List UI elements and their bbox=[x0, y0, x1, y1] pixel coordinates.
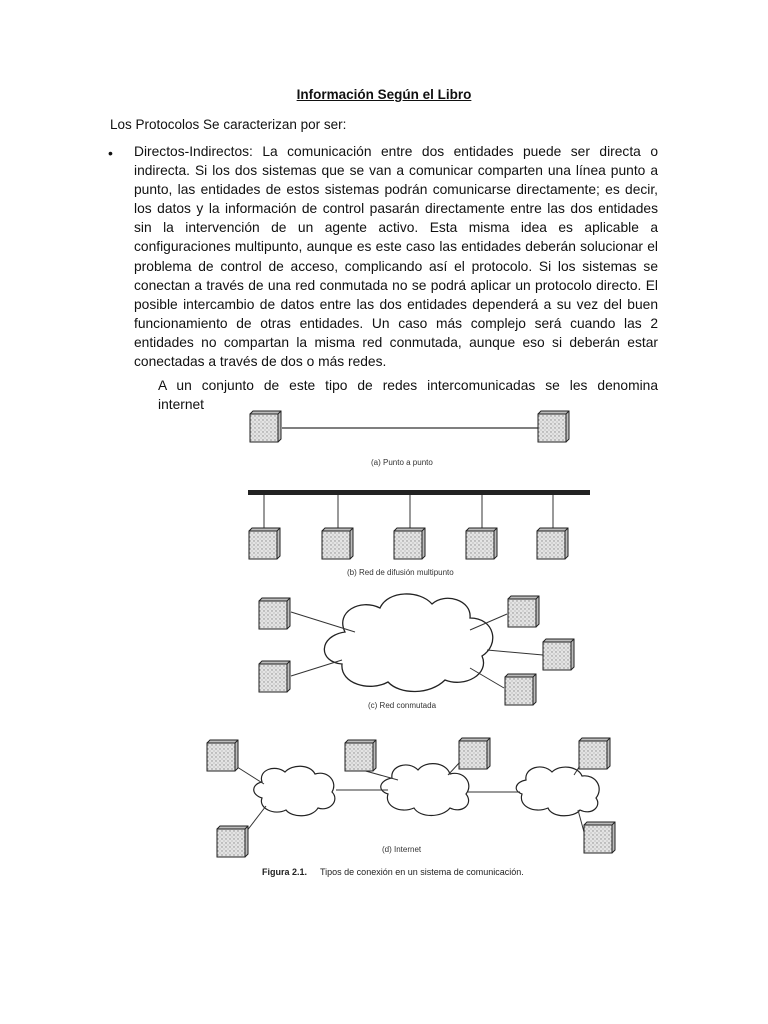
diagram-point-to-point bbox=[250, 411, 569, 467]
bullet-marker: • bbox=[108, 145, 113, 161]
figure-title: Tipos de conexión en un sistema de comunicación. bbox=[320, 867, 524, 877]
figure-label: Figura 2.1. bbox=[262, 867, 308, 877]
caption-b: (b) Red de difusión multipunto bbox=[347, 568, 454, 577]
station-node bbox=[207, 740, 238, 771]
station-node bbox=[322, 528, 353, 559]
internet-paragraph: A un conjunto de este tipo de redes intercomunicadas se les denomina bbox=[158, 378, 658, 393]
station-node bbox=[250, 411, 281, 442]
caption-c: (c) Red conmutada bbox=[368, 701, 437, 710]
caption-d: (d) Internet bbox=[382, 845, 422, 854]
station-node bbox=[345, 740, 376, 771]
cloud-icon bbox=[324, 594, 492, 692]
caption-a: (a) Punto a punto bbox=[371, 458, 433, 467]
diagram-internet bbox=[207, 738, 615, 857]
station-node bbox=[508, 596, 539, 627]
station-node bbox=[249, 528, 280, 559]
cloud-icon bbox=[254, 766, 335, 816]
diagram-switched-network bbox=[259, 594, 574, 710]
station-node bbox=[217, 826, 248, 857]
cloud-icon bbox=[381, 764, 469, 816]
station-node bbox=[584, 822, 615, 853]
station-node bbox=[538, 411, 569, 442]
bullet-paragraph: Directos-Indirectos: La comunicación entre dos entidades puede ser directa o indirecta. Si los dos sistemas que se van a comunicar comparten una línea punto a punto, las entidades de estos sistemas podrán comunicarse directamente; es decir, los datos y la información de control pasarán directamente entre las dos entidades sin la intervención de un agente activo. Esta misma idea es aplicable a configuraciones multipunto, aunque es este caso las entidades deberán solucionar el problema de control de acceso, complicando así el protocolo. Si los sistemas se conectan a través de una red conmutada no se podrá aplicar un protocolo directo. El posible intercambio de datos entre las dos entidades dependerá a su vez del buen funcionamiento de otras entidades. Un caso más complejo será cuando las 2 entidades no compartan la misma red conmutada, aunque eso si deberán estar conectadas a través de dos o más redes. bbox=[134, 144, 658, 370]
station-node bbox=[466, 528, 497, 559]
station-node bbox=[505, 674, 536, 705]
station-node bbox=[579, 738, 610, 769]
cloud-icon bbox=[516, 767, 599, 816]
internet-paragraph-end: internet bbox=[158, 397, 205, 409]
diagram-multipoint bbox=[248, 490, 590, 577]
station-node bbox=[394, 528, 425, 559]
intro-text: Los Protocolos Se caracterizan por ser: bbox=[110, 117, 347, 132]
station-node bbox=[537, 528, 568, 559]
station-node bbox=[459, 738, 490, 769]
station-node bbox=[543, 639, 574, 670]
station-node bbox=[259, 661, 290, 692]
page-title: Información Según el Libro bbox=[296, 87, 472, 102]
station-node bbox=[259, 598, 290, 629]
